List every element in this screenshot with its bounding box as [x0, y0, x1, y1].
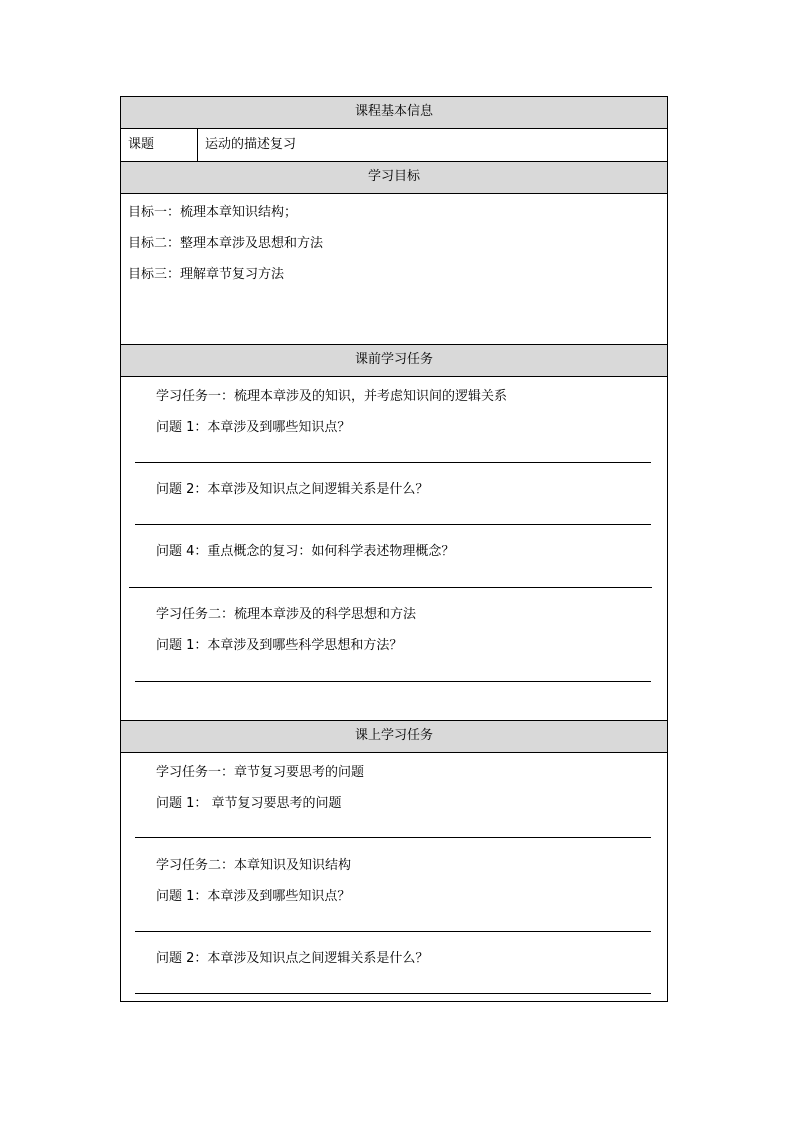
answer-line [135, 931, 651, 932]
pre-question-4: 问题 4：重点概念的复习：如何科学表述物理概念？ [156, 544, 455, 559]
lesson-plan-table [120, 96, 668, 1002]
in-question-1: 问题 1： 章节复习要思考的问题 [156, 796, 342, 811]
answer-line [135, 524, 651, 525]
pre-task-2: 学习任务二：梳理本章涉及的科学思想和方法 [156, 607, 417, 622]
in-question-2: 问题 2：本章涉及知识点之间逻辑关系是什么？ [156, 951, 429, 966]
goals-header [121, 162, 667, 194]
basic-info-header [121, 97, 667, 129]
goal-3: 目标三：理解章节复习方法 [128, 267, 285, 282]
pre-class-header [121, 345, 667, 377]
topic-label: 课题 [121, 129, 198, 161]
answer-line [135, 681, 651, 682]
basic-info-header-text: 课程基本信息 [354, 104, 433, 119]
answer-line [135, 993, 651, 994]
goal-1: 目标一：梳理本章知识结构； [128, 205, 298, 220]
pre-question-2: 问题 2：本章涉及知识点之间逻辑关系是什么？ [156, 482, 429, 497]
in-class-section [121, 753, 667, 1001]
goals-header-text: 学习目标 [367, 169, 420, 184]
answer-line [135, 462, 651, 463]
in-class-header-text: 课上学习任务 [354, 728, 433, 743]
in-question-1b: 问题 1：本章涉及到哪些知识点？ [156, 889, 351, 904]
topic-row [121, 129, 667, 162]
in-class-header [121, 721, 667, 753]
topic-value: 运动的描述复习 [205, 137, 297, 152]
goal-2: 目标二：整理本章涉及思想和方法 [128, 236, 324, 251]
pre-class-section [121, 377, 667, 721]
pre-class-header-text: 课前学习任务 [354, 352, 433, 367]
pre-question-1b: 问题 1：本章涉及到哪些科学思想和方法？ [156, 638, 403, 653]
pre-task-1: 学习任务一：梳理本章涉及的知识，并考虑知识间的逻辑关系 [156, 389, 508, 404]
goals-section [121, 194, 667, 345]
pre-question-1: 问题 1：本章涉及到哪些知识点？ [156, 420, 351, 435]
answer-line [135, 837, 651, 838]
in-task-1: 学习任务一：章节复习要思考的问题 [156, 765, 365, 780]
in-task-2: 学习任务二：本章知识及知识结构 [156, 858, 352, 873]
answer-line [129, 587, 652, 588]
